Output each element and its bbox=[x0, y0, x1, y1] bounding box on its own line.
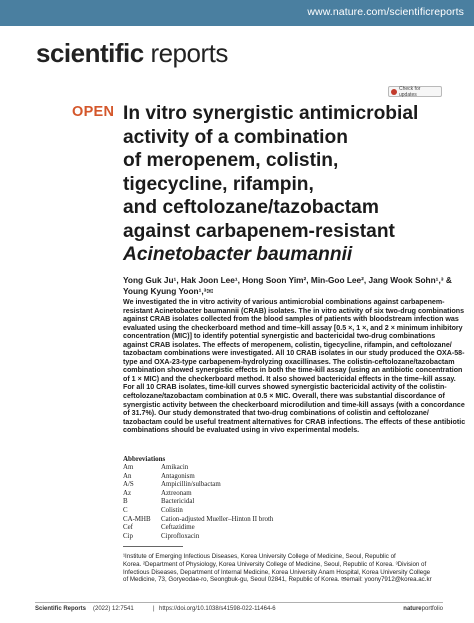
abstract-line: synergistic activity between the checkerboard microdilution and time-kill assays (with a concordance bbox=[123, 400, 465, 409]
abbreviation-row bbox=[123, 498, 273, 507]
abbreviations-list bbox=[123, 464, 273, 541]
abbreviation-value: Bactericidal bbox=[161, 498, 195, 506]
footer-citation: (2022) 12:7541 bbox=[93, 606, 134, 612]
crossmark-icon bbox=[391, 89, 397, 95]
abstract-line: resistant Acinetobacter baumannii (CRAB) isolates. The in vitro activity of six two-drug combinations bbox=[123, 306, 465, 315]
abstract bbox=[123, 298, 466, 435]
abstract-line: type and OXA-23-type carbapenem-hydrolyzing oxacillinases. The colistin-ceftolozane/tazobactam bbox=[123, 357, 455, 366]
abbreviation-value: Ampicillin/sulbactam bbox=[161, 481, 221, 489]
title-line: In vitro synergistic antimicrobial bbox=[123, 103, 419, 124]
abbreviation-value: Amikacin bbox=[161, 464, 189, 471]
article-title bbox=[123, 102, 463, 267]
journal-url[interactable]: www.nature.com/scientificreports bbox=[307, 6, 464, 18]
abstract-line: of 31.7%). Our study demonstrated that two-drug combinations of colistin and ceftolozane/ bbox=[123, 409, 429, 418]
abbreviation-value: Antagonism bbox=[161, 472, 195, 480]
abbreviation-key: B bbox=[123, 498, 128, 506]
abbreviation-row bbox=[123, 524, 273, 533]
abbreviation-row bbox=[123, 533, 273, 542]
abbreviation-key: C bbox=[123, 506, 128, 514]
check-for-updates-button[interactable] bbox=[388, 86, 442, 97]
title-line: tigecycline, rifampin, bbox=[123, 173, 314, 195]
abbreviation-value: Colistin bbox=[161, 506, 183, 514]
doi-link[interactable]: https://doi.org/10.1038/s41598-022-11464-6 bbox=[159, 606, 276, 612]
page-footer bbox=[35, 606, 443, 616]
affiliation-line: ¹Institute of Emerging Infectious Diseases, Korea University College of Medicine, Seoul, Republic of bbox=[123, 553, 396, 560]
abbreviation-key: Cip bbox=[123, 532, 133, 540]
abbreviation-value: Ceftazidime bbox=[161, 524, 195, 532]
title-line: activity of a combination bbox=[123, 126, 348, 148]
abbreviation-key: CA-MHB bbox=[123, 515, 151, 523]
author-line[interactable]: Yong Guk Ju¹, Hak Joon Lee¹, Hong Soon Yim², Min-Goo Lee², Jang Wook Sohn¹,³ & bbox=[123, 275, 452, 285]
abbreviation-row bbox=[123, 481, 273, 490]
journal-logo[interactable] bbox=[36, 38, 228, 69]
footer-separator: | bbox=[153, 606, 155, 612]
abbreviation-row bbox=[123, 507, 273, 516]
abstract-line: We investigated the in vitro activity of various antimicrobial combinations against carbapenem- bbox=[123, 298, 445, 306]
top-banner bbox=[0, 0, 474, 26]
logo-bold: scientific bbox=[36, 38, 144, 68]
affiliation-line: Infectious Diseases, Department of Internal Medicine, Korea University Anam Hospital, Korea University College bbox=[123, 568, 431, 576]
abstract-line: combinations should be evaluated using in vivo experimental models. bbox=[123, 426, 360, 435]
author-list bbox=[123, 275, 453, 297]
abbreviation-row bbox=[123, 490, 273, 499]
abbreviation-row bbox=[123, 464, 273, 473]
abbreviation-row bbox=[123, 473, 273, 482]
abstract-line: against CRAB isolates. The effects of meropenem, colistin, tigecycline, rifampin, and ceftolozane/ bbox=[123, 340, 452, 349]
logo-light: reports bbox=[143, 38, 228, 68]
open-access-label: OPEN bbox=[72, 104, 115, 120]
abstract-line: combination showed synergistic effects in both the time-kill assay (using an antibiotic concentration bbox=[123, 366, 463, 375]
brand-bold: nature bbox=[403, 606, 422, 612]
affiliation-line[interactable]: of Medicine, 73, Goryeodae-ro, Seongbuk-gu, Seoul 02841, Republic of Korea. ✉email: yoony7912@korea.ac.kr bbox=[123, 576, 432, 584]
footer-divider bbox=[35, 602, 443, 603]
title-line: of meropenem, colistin, bbox=[123, 150, 339, 171]
author-line[interactable]: Young Kyung Yoon¹,³✉ bbox=[123, 286, 214, 296]
abbreviation-value: Aztreonam bbox=[161, 489, 192, 497]
abbreviation-key: Am bbox=[123, 464, 134, 471]
affiliation-divider bbox=[123, 546, 183, 547]
abbreviation-row bbox=[123, 516, 273, 525]
abstract-line: For all 10 CRAB isolates, time-kill curves showed synergistic bactericidal activity of the colistin- bbox=[123, 383, 447, 392]
abstract-line: of 1 × MIC) and the checkerboard method. It also showed bactericidal effects in the time–kill assay. bbox=[123, 374, 456, 383]
abstract-line: ceftolozane/tazobactam combination at 0.5 × MIC. Overall, there was substantial discordance of bbox=[123, 392, 445, 401]
abbreviation-key: Az bbox=[123, 489, 132, 497]
abbreviation-value: Ciprofloxacin bbox=[161, 532, 200, 540]
affiliations bbox=[123, 553, 455, 584]
title-line-species: Acinetobacter baumannii bbox=[123, 244, 353, 265]
abbreviation-key: An bbox=[123, 472, 132, 480]
title-line: against carbapenem-resistant bbox=[123, 220, 395, 242]
affiliation-line: Korea. ²Department of Physiology, Korea University College of Medicine, Seoul, Republic of Korea. ³Division of bbox=[123, 560, 427, 568]
abstract-line: against CRAB isolates collected from the blood samples of patients with bloodstream infection was bbox=[123, 315, 459, 324]
abbreviations-heading: Abbreviations bbox=[123, 455, 166, 463]
abstract-line: evaluated using the checkerboard method and time–kill assay [0.5 ×, 1 ×, and 2 × minimum inhibitory bbox=[123, 323, 463, 332]
footer-journal: Scientific Reports bbox=[35, 606, 87, 612]
abbreviation-value: Cation-adjusted Mueller–Hinton II broth bbox=[161, 515, 274, 523]
abbreviation-key: A/S bbox=[123, 481, 134, 489]
nature-portfolio-logo[interactable] bbox=[403, 606, 443, 612]
abstract-line: concentration (MIC)] to identify potential synergistic and bactericidal two-drug combinations bbox=[123, 332, 436, 341]
title-line: and ceftolozane/tazobactam bbox=[123, 197, 379, 218]
check-updates-label: Check for updates bbox=[399, 85, 421, 98]
brand-light: portfolio bbox=[421, 606, 443, 612]
abbreviation-key: Cef bbox=[123, 524, 133, 532]
abstract-line: tazobactam could be useful treatment alternatives for CRAB infections. The effects of these antibiotic bbox=[123, 417, 466, 426]
abstract-line: tazobactam combinations were investigated. All 10 CRAB isolates in our study produced the OXA-58- bbox=[123, 349, 465, 358]
